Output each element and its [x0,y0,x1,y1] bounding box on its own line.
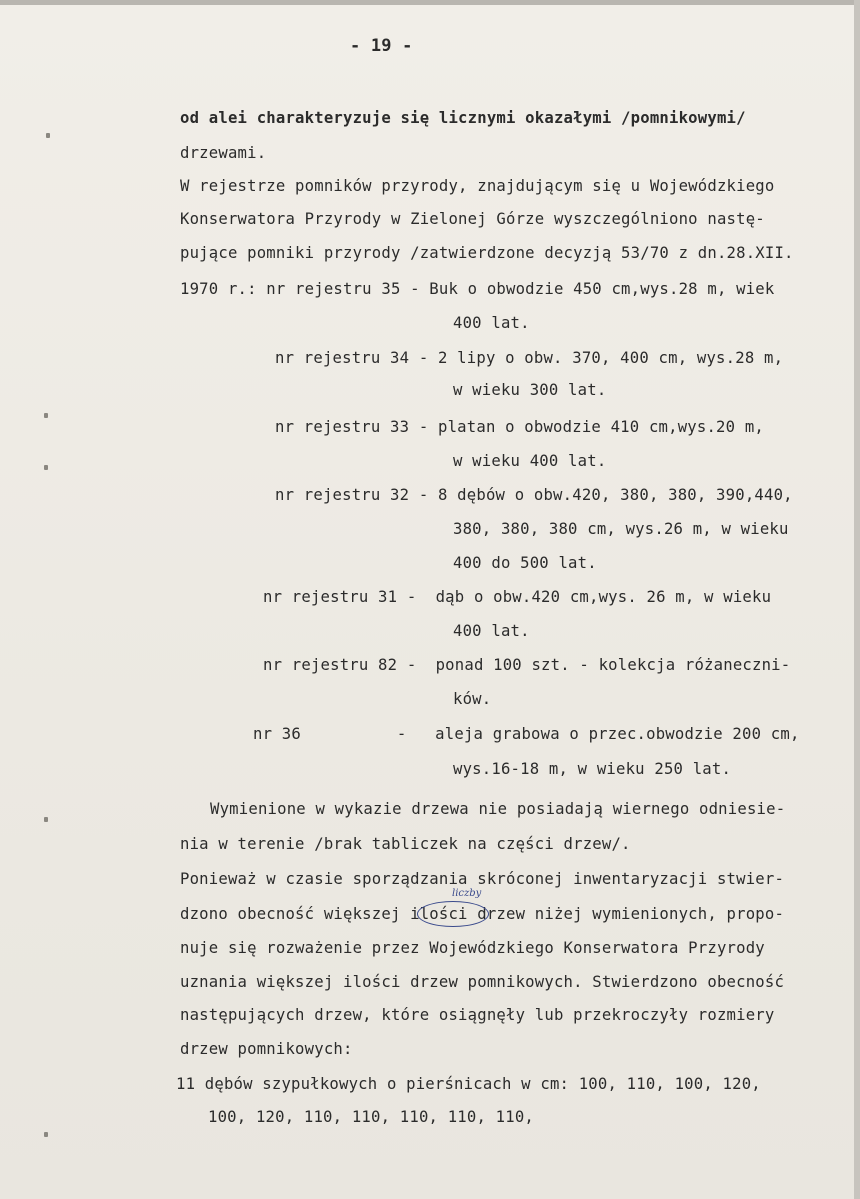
page-right-edge [854,0,860,1199]
page-top-edge [0,0,860,5]
text-line: uznania większej ilości drzew pomnikowych. Stwierdzono obecność [180,973,785,991]
text-line: nr rejestru 82 - ponad 100 szt. - kolekcja różaneczni- [263,656,791,674]
text-line: nr rejestru 31 - dąb o obw.420 cm,wys. 26 m, w wieku [263,588,772,606]
text-line: od alei charakteryzuje się licznymi okazałymi /pomnikowymi/ [180,109,746,127]
text-line: nr rejestru 33 - platan o obwodzie 410 cm,wys.20 m, [275,418,764,436]
text-line: następujących drzew, które osiągnęły lub przekroczyły rozmiery [180,1006,775,1024]
text-line: drzewami. [180,144,267,162]
text-line: drzew pomnikowych: [180,1040,353,1058]
text-line: 100, 120, 110, 110, 110, 110, 110, [208,1108,534,1126]
text-line: nr rejestru 32 - 8 dębów o obw.420, 380, 380, 390,440, [275,486,793,504]
text-line: 400 lat. [453,314,530,332]
text-line: dzono obecność większej ilości drzew niżej wymienionych, propo- [180,905,785,923]
binding-hole-mark [44,817,48,822]
handwritten-circle [417,901,489,927]
binding-hole-mark [46,133,50,138]
binding-hole-mark [44,1132,48,1137]
text-line: nr 36 - aleja grabowa o przec.obwodzie 200 cm, [253,725,800,743]
text-line: nia w terenie /brak tabliczek na części drzew/. [180,835,631,853]
text-line: pujące pomniki przyrody /zatwierdzone decyzją 53/70 z dn.28.XII. [180,244,794,262]
binding-hole-mark [44,413,48,418]
binding-hole-mark [44,465,48,470]
text-line: w wieku 400 lat. [453,452,607,470]
text-line: ków. [453,690,492,708]
text-line: Wymienione w wykazie drzewa nie posiadają wiernego odniesie- [210,800,786,818]
text-line: wys.16-18 m, w wieku 250 lat. [453,760,732,778]
handwritten-note: liczby [452,888,482,899]
text-line: Konserwatora Przyrody w Zielonej Górze wyszczególniono nastę- [180,210,765,228]
page-number: - 19 - [350,36,413,56]
text-line: 11 dębów szypułkowych o pierśnicach w cm: 100, 110, 100, 120, [176,1075,761,1093]
text-line: Ponieważ w czasie sporządzania skróconej inwentaryzacji stwier- [180,870,785,888]
text-line: 400 lat. [453,622,530,640]
text-line: nuje się rozważenie przez Wojewódzkiego Konserwatora Przyrody [180,939,765,957]
text-line: w wieku 300 lat. [453,381,607,399]
text-line: 1970 r.: nr rejestru 35 - Buk o obwodzie 450 cm,wys.28 m, wiek [180,280,775,298]
text-line: W rejestrze pomników przyrody, znajdującym się u Wojewódzkiego [180,177,775,195]
text-line: 380, 380, 380 cm, wys.26 m, w wieku [453,520,789,538]
text-line: nr rejestru 34 - 2 lipy o obw. 370, 400 cm, wys.28 m, [275,349,784,367]
text-line: 400 do 500 lat. [453,554,597,572]
